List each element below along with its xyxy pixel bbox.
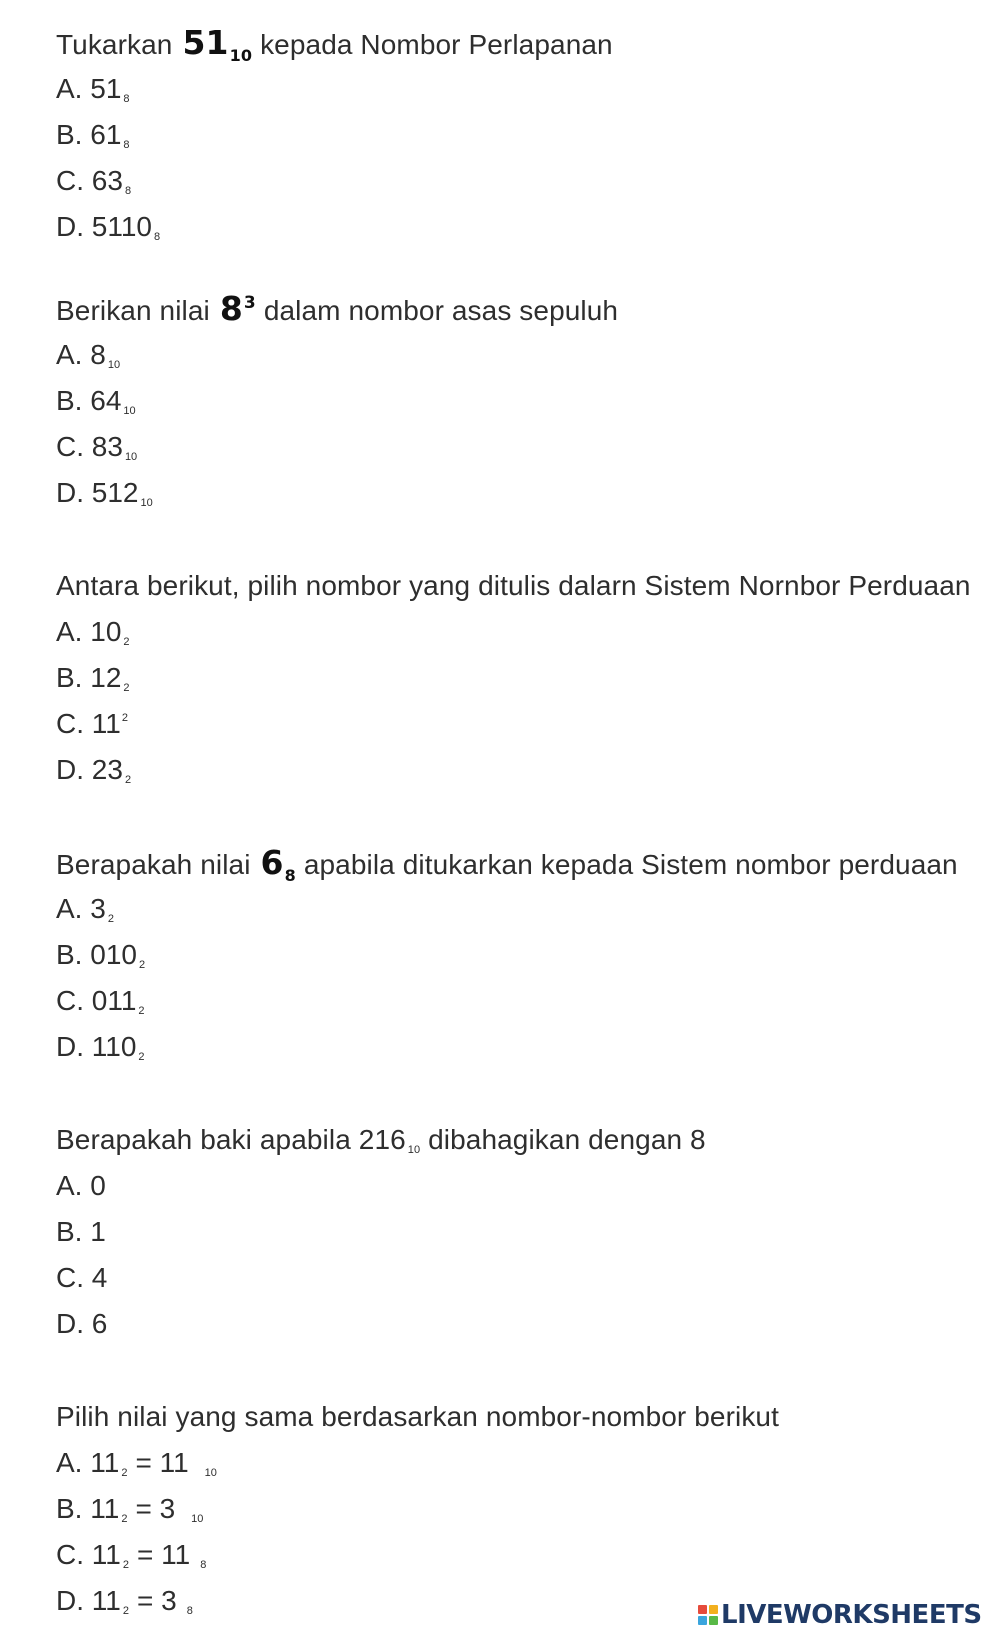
question-2-option-c[interactable]: C. 83 10 — [56, 431, 138, 463]
question-6 — [56, 1394, 779, 1624]
question-4-option-c[interactable]: C. 011 2 — [56, 985, 145, 1017]
question-3 — [56, 563, 971, 793]
question-2-option-a[interactable]: A. 8 10 — [56, 339, 121, 371]
question-4-option-d[interactable]: D. 110 2 — [56, 1031, 145, 1063]
question-2-option-d[interactable]: D. 512 10 — [56, 477, 153, 509]
liveworksheets-logo-text: LIVEWORKSHEETS — [721, 1600, 982, 1630]
question-2 — [56, 286, 618, 516]
liveworksheets-logo — [698, 1601, 982, 1629]
liveworksheets-logo-icon — [698, 1605, 718, 1625]
question-4-option-a[interactable]: A. 3 2 — [56, 893, 114, 925]
question-5-option-c[interactable]: C. 4 — [56, 1262, 108, 1293]
question-6-stem: Pilih nilai yang sama berdasarkan nombor-nombor berikut — [56, 1401, 779, 1432]
question-5-option-a[interactable]: A. 0 — [56, 1170, 106, 1201]
question-1-option-c[interactable]: C. 63 8 — [56, 165, 132, 197]
question-2-stem: Berikan nilai $8^3$ dalam nombor asas sepuluh — [56, 289, 619, 328]
question-1-option-d[interactable]: D. 5110 8 — [56, 211, 161, 243]
question-2-option-b[interactable]: B. 64 10 — [56, 385, 136, 417]
question-3-option-b[interactable]: B. 12 2 — [56, 662, 130, 694]
question-1 — [56, 20, 613, 250]
question-5-option-d[interactable]: D. 6 — [56, 1308, 108, 1339]
question-4-option-b[interactable]: B. 010 2 — [56, 939, 146, 971]
question-6-option-c[interactable]: C. 11 2 = 11 8 — [56, 1539, 207, 1571]
question-5 — [56, 1117, 706, 1347]
question-1-option-a[interactable]: A. 51 8 — [56, 73, 130, 105]
question-3-option-d[interactable]: D. 23 2 — [56, 754, 132, 786]
question-6-option-d[interactable]: D. 11 2 = 3 8 — [56, 1585, 193, 1617]
question-3-option-a[interactable]: A. 10 2 — [56, 616, 130, 648]
question-6-option-b[interactable]: B. 11 2 = 3 10 — [56, 1493, 204, 1525]
question-3-option-c[interactable]: C. $11^2$ — [56, 708, 128, 739]
question-3-stem: Antara berikut, pilih nombor yang ditulis dalarn Sistem Nornbor Perduaan — [56, 570, 971, 601]
question-4-stem: Berapakah nilai $6_8$ apabila ditukarkan kepada Sistem nombor perduaan — [56, 843, 958, 885]
question-5-option-b[interactable]: B. 1 — [56, 1216, 106, 1247]
question-6-option-a[interactable]: A. 11 2 = 11 10 — [56, 1447, 217, 1479]
question-1-option-b[interactable]: B. 61 8 — [56, 119, 130, 151]
question-4 — [56, 840, 958, 1070]
question-5-stem: Berapakah baki apabila 216 10 dibahagikan dengan 8 — [56, 1124, 706, 1156]
question-1-stem: Tukarkan $51_{10}$ kepada Nombor Perlapanan — [56, 23, 613, 65]
